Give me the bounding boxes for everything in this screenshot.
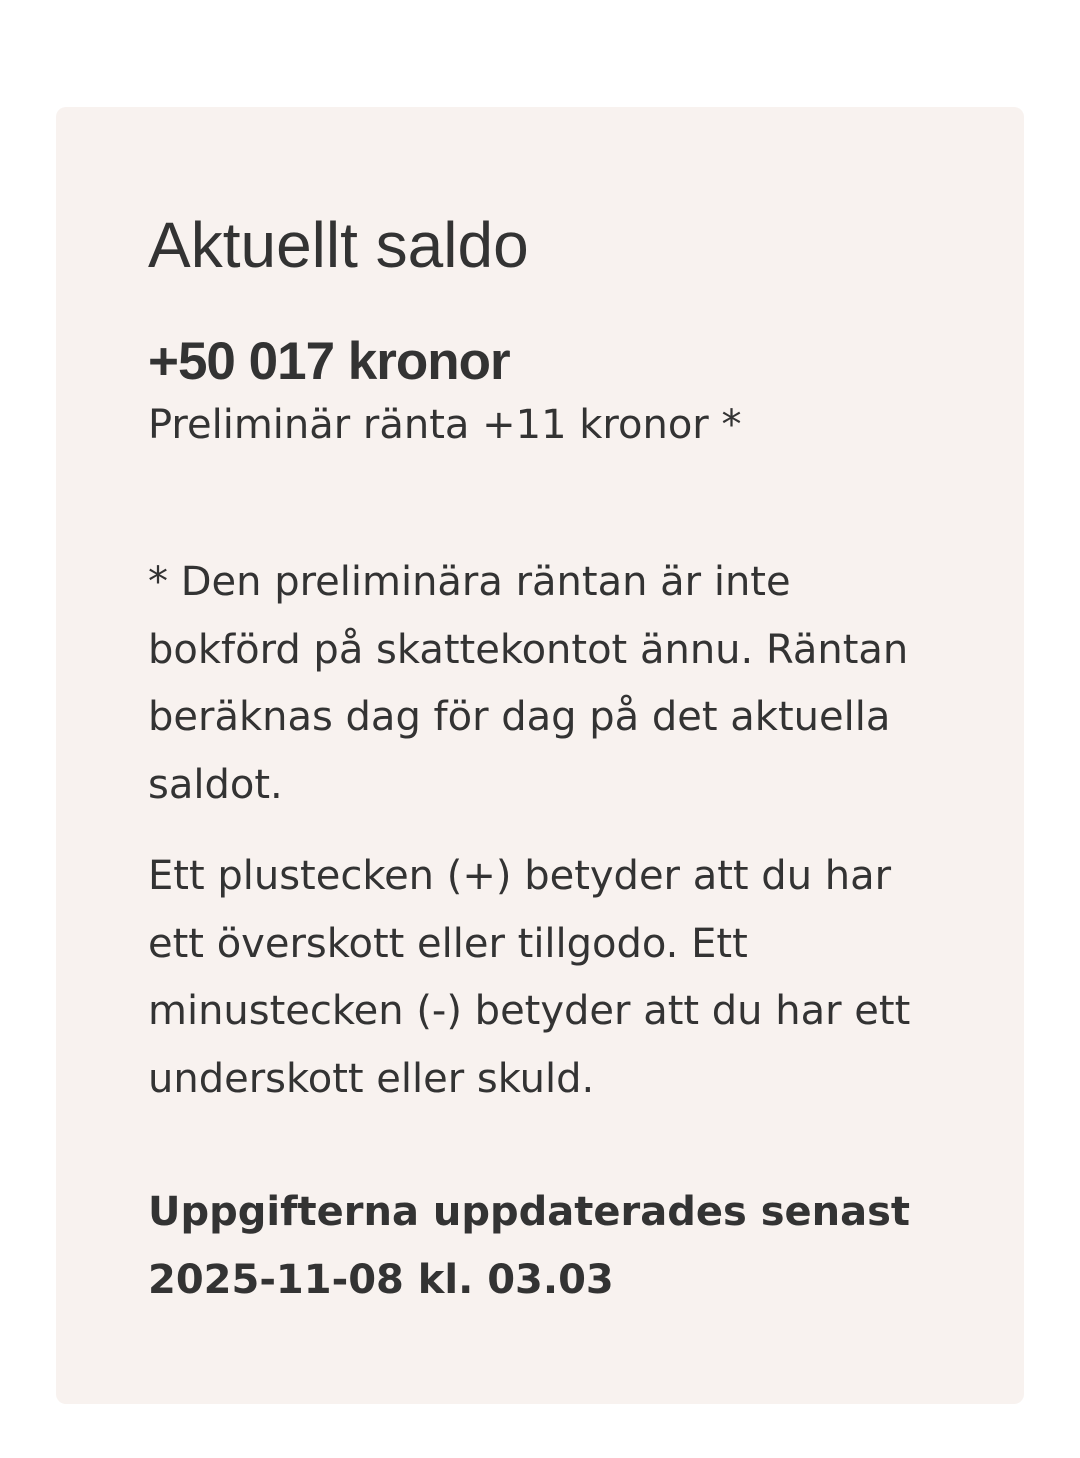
last-updated: Uppgifterna uppdaterades senast 2025-11-08 kl. 03.03 [148, 1189, 911, 1303]
balance-title: Aktuellt saldo [148, 209, 529, 281]
interest-footnote: * Den preliminära räntan är inte bokförd på skattekontot ännu. Räntan beräknas dag för dag på det aktuella saldot. [148, 559, 909, 808]
balance-card [56, 107, 1024, 1404]
sign-explanation: Ett plustecken (+) betyder att du har ett överskott eller tillgodo. Ett minustecken (-) betyder att du har ett underskott eller skuld. [148, 853, 911, 1102]
preliminary-interest: Preliminär ränta +11 kronor * [148, 402, 742, 448]
balance-amount: +50 017 kronor [148, 332, 510, 391]
